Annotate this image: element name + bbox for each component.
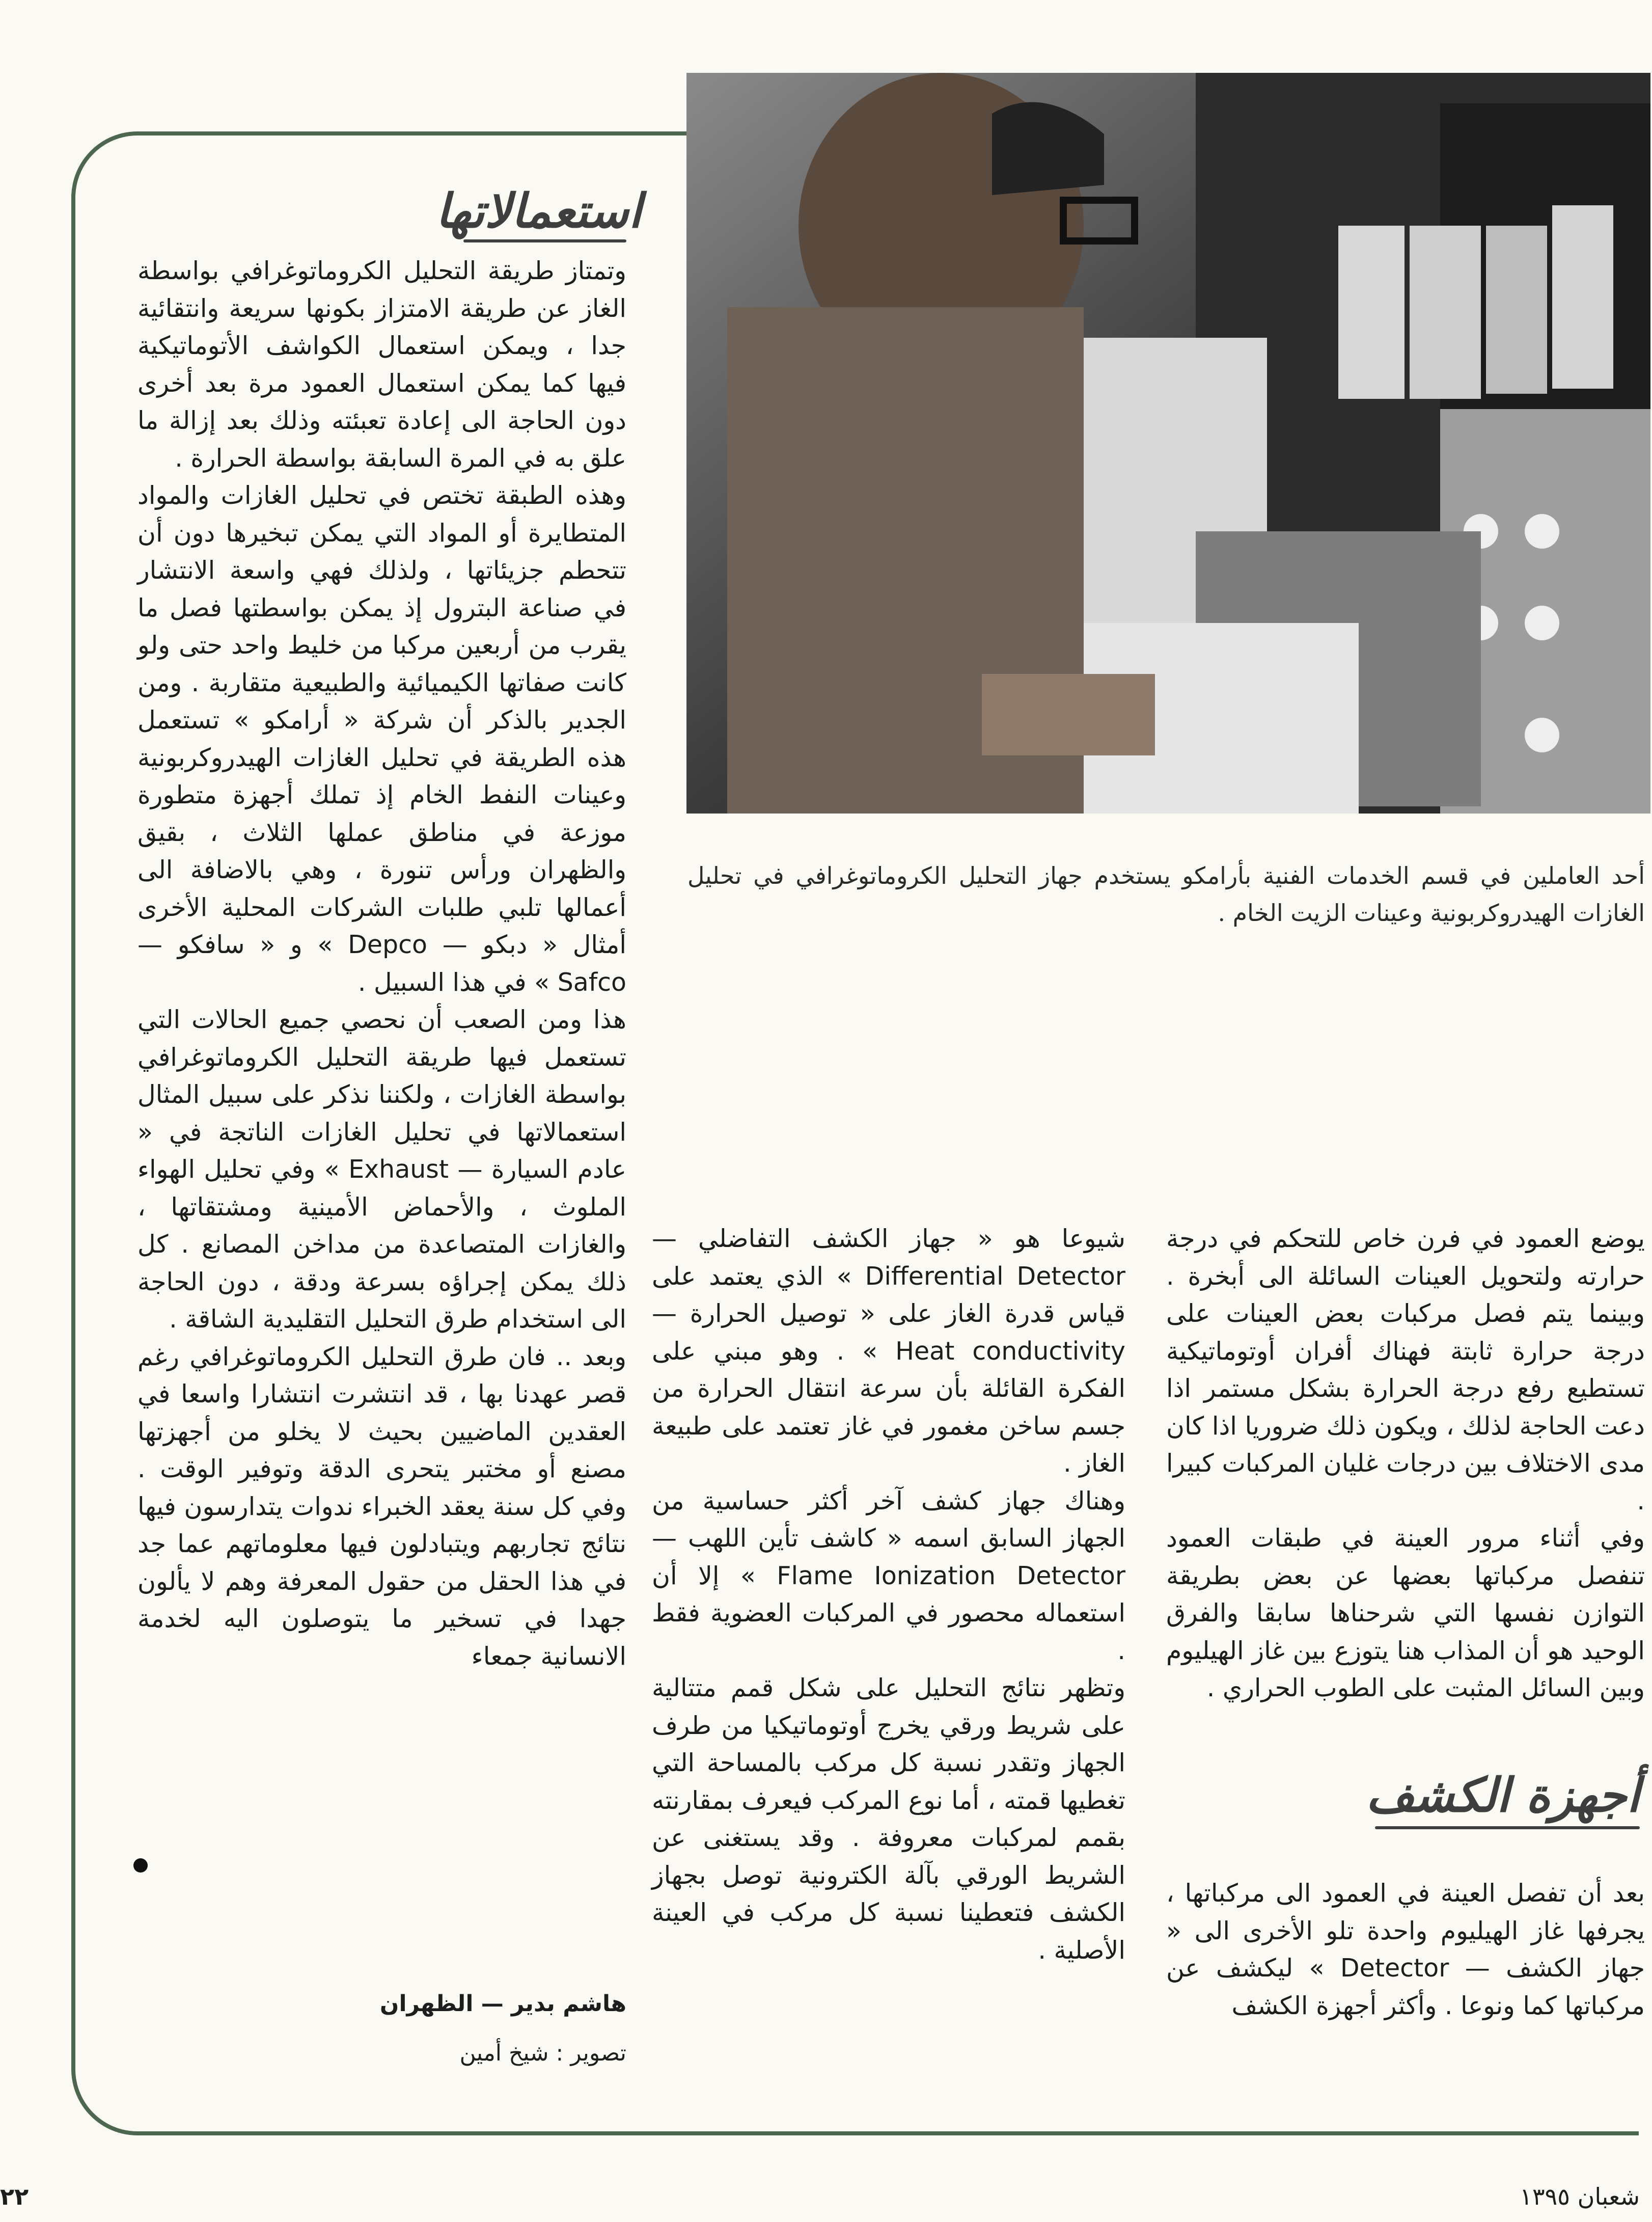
end-mark (133, 1858, 148, 1873)
paragraph: وبعد .. فان طرق التحليل الكروماتوغرافي رغم قصر عهدنا بها ، قد انتشرت انتشارا واسعا في العقدين الماضيين بحيث لا يخلو من أجهزتها مصنع أو مختبر يتحرى الدقة وتوفير الوقت . وفي كل سنة يعقد الخبراء ندوات يتدارسون فيها نتائج تجاربهم ويتبادلون فيها معلوماتهم عما جد في هذا الحقل من حقول المعرفة وهم لا يألون جهدا في تسخير ما يتوصلون اليه لخدمة الانسانية جمعاء (137, 1342, 626, 1671)
photo-credit: تصوير : شيخ أمين (459, 2040, 626, 2066)
heading-underline (463, 239, 626, 242)
paragraph: يوضع العمود في فرن خاص للتحكم في درجة حرارته ولتحويل العينات السائلة الى أبخرة . وبينما يتم فصل مركبات بعض العينات على درجة حرارة ثابتة فهناك أفران أوتوماتيكية تستطيع رفع درجة الحرارة بشكل مستمر اذا دعت الحاجة لذلك ، ويكون ذلك ضروريا اذا كان مدى الاختلاف بين درجات غليان المركبات كبيرا . (1166, 1224, 1645, 1515)
left-column (137, 252, 626, 1675)
paragraph: وهذه الطبقة تختص في تحليل الغازات والمواد المتطايرة أو المواد التي يمكن تبخيرها دون أن تتحطم جزيئاتها ، ولذلك فهي واسعة الانتشار في صناعة البترول إذ يمكن بواسطتها فصل ما يقرب من أربعين مركبا من خليط واحد حتى ولو كانت صفاتها الكيميائية والطبيعية متقاربة . ومن الجدير بالذكر أن شركة « أرامكو » تستعمل هذه الطريقة في تحليل الغازات الهيدروكربونية وعينات النفط الخام إذ تملك أجهزة متطورة موزعة في مناطق عملها الثلاث ، بقيق والظهران ورأس تنورة ، وهي بالاضافة الى أعمالها تلبي طلبات الشركات المحلية الأخرى أمثال « دبكو — Depco » و « سافكو — Safco » في هذا السبيل . (137, 481, 626, 997)
section-heading-uses: استعمالاتها (435, 183, 642, 238)
photo-caption: أحد العاملين في قسم الخدمات الفنية بأرامكو يستخدم جهاز التحليل الكروماتوغرافي في تحليل الغازات الهيدروكربونية وعينات الزيت الخام . (687, 862, 1645, 927)
paragraph: شيوعا هو « جهاز الكشف التفاضلي — Differential Detector » الذي يعتمد على قياس قدرة الغاز على « توصيل الحرارة — Heat conductivity » . وهو مبني على الفكرة القائلة بأن سرعة انتقال الحرارة من جسم ساخن مغمور في غاز تعتمد على طبيعة الغاز . (652, 1224, 1126, 1478)
heading-underline (1375, 1826, 1640, 1829)
right-column (1166, 1220, 1645, 1707)
frame-bottom-rule (692, 2131, 1639, 2135)
paragraph: وتمتاز طريقة التحليل الكروماتوغرافي بواسطة الغاز عن طريقة الامتزاز بكونها سريعة وانتقائية جدا ، ويمكن استعمال الكواشف الأتوماتيكية فيها كما يمكن استعمال العمود مرة بعد أخرى دون الحاجة الى إعادة تعبئته وذلك بعد إزالة ما علق به في المرة السابقة بواسطة الحرارة . (137, 256, 626, 473)
middle-column (652, 1220, 1125, 1969)
paragraph: هذا ومن الصعب أن نحصي جميع الحالات التي تستعمل فيها طريقة التحليل الكروماتوغرافي بواسطة الغازات ، ولكننا نذكر على سبيل المثال استعمالاتها في تحليل الغازات الناتجة في « عادم السيارة — Exhaust » وفي تحليل الهواء الملوث ، والأحماض الأمينية ومشتقاتها ، والغازات المتصاعدة من مداخن المصانع . كل ذلك يمكن إجراؤه بسرعة ودقة ، دون الحاجة الى استخدام طرق التحليل التقليدية الشاقة . (137, 1005, 627, 1334)
author-signature: هاشم بدير — الظهران (379, 1991, 626, 2017)
lab-photo (686, 73, 1650, 814)
section-heading-detectors: أجهزة الكشف (1366, 1768, 1640, 1823)
paragraph: وتظهر نتائج التحليل على شكل قمم متتالية على شريط ورقي يخرج أوتوماتيكيا من طرف الجهاز وتقدر نسبة كل مركب بالمساحة التي تغطيها قمته ، أما نوع المركب فيعرف بمقارنته بقمم لمركبات معروفة . وقد يستغنى عن الشريط الورقي بآلة الكترونية توصل بجهاز الكشف فتعطينا نسبة كل مركب في العينة الأصلية . (652, 1673, 1125, 1965)
issue-date: شعبان ١٣٩٥ (1520, 2183, 1640, 2210)
page-number: ٢٢ (0, 2183, 29, 2210)
paragraph: وفي أثناء مرور العينة في طبقات العمود تنفصل مركباتها بعضها عن بعض بطريقة التوازن نفسها التي شرحناها سابقا والفرق الوحيد هو أن المذاب هنا يتوزع بين غاز الهيليوم وبين السائل المثبت على الطوب الحراري . (1166, 1524, 1645, 1702)
paragraph: بعد أن تفصل العينة في العمود الى مركباتها ، يجرفها غاز الهيليوم واحدة تلو الأخرى الى « جهاز الكشف — Detector » ليكشف عن مركباتها كما ونوعا . وأكثر أجهزة الكشف (1166, 1879, 1645, 2020)
paragraph: وهناك جهاز كشف آخر أكثر حساسية من الجهاز السابق اسمه « كاشف تأين اللهب — Flame Ionization Detector » إلا أن استعماله محصور في المركبات العضوية فقط . (652, 1486, 1125, 1665)
chromatograph-operator-illustration (686, 73, 1650, 814)
right-column-detectors (1166, 1875, 1645, 2024)
